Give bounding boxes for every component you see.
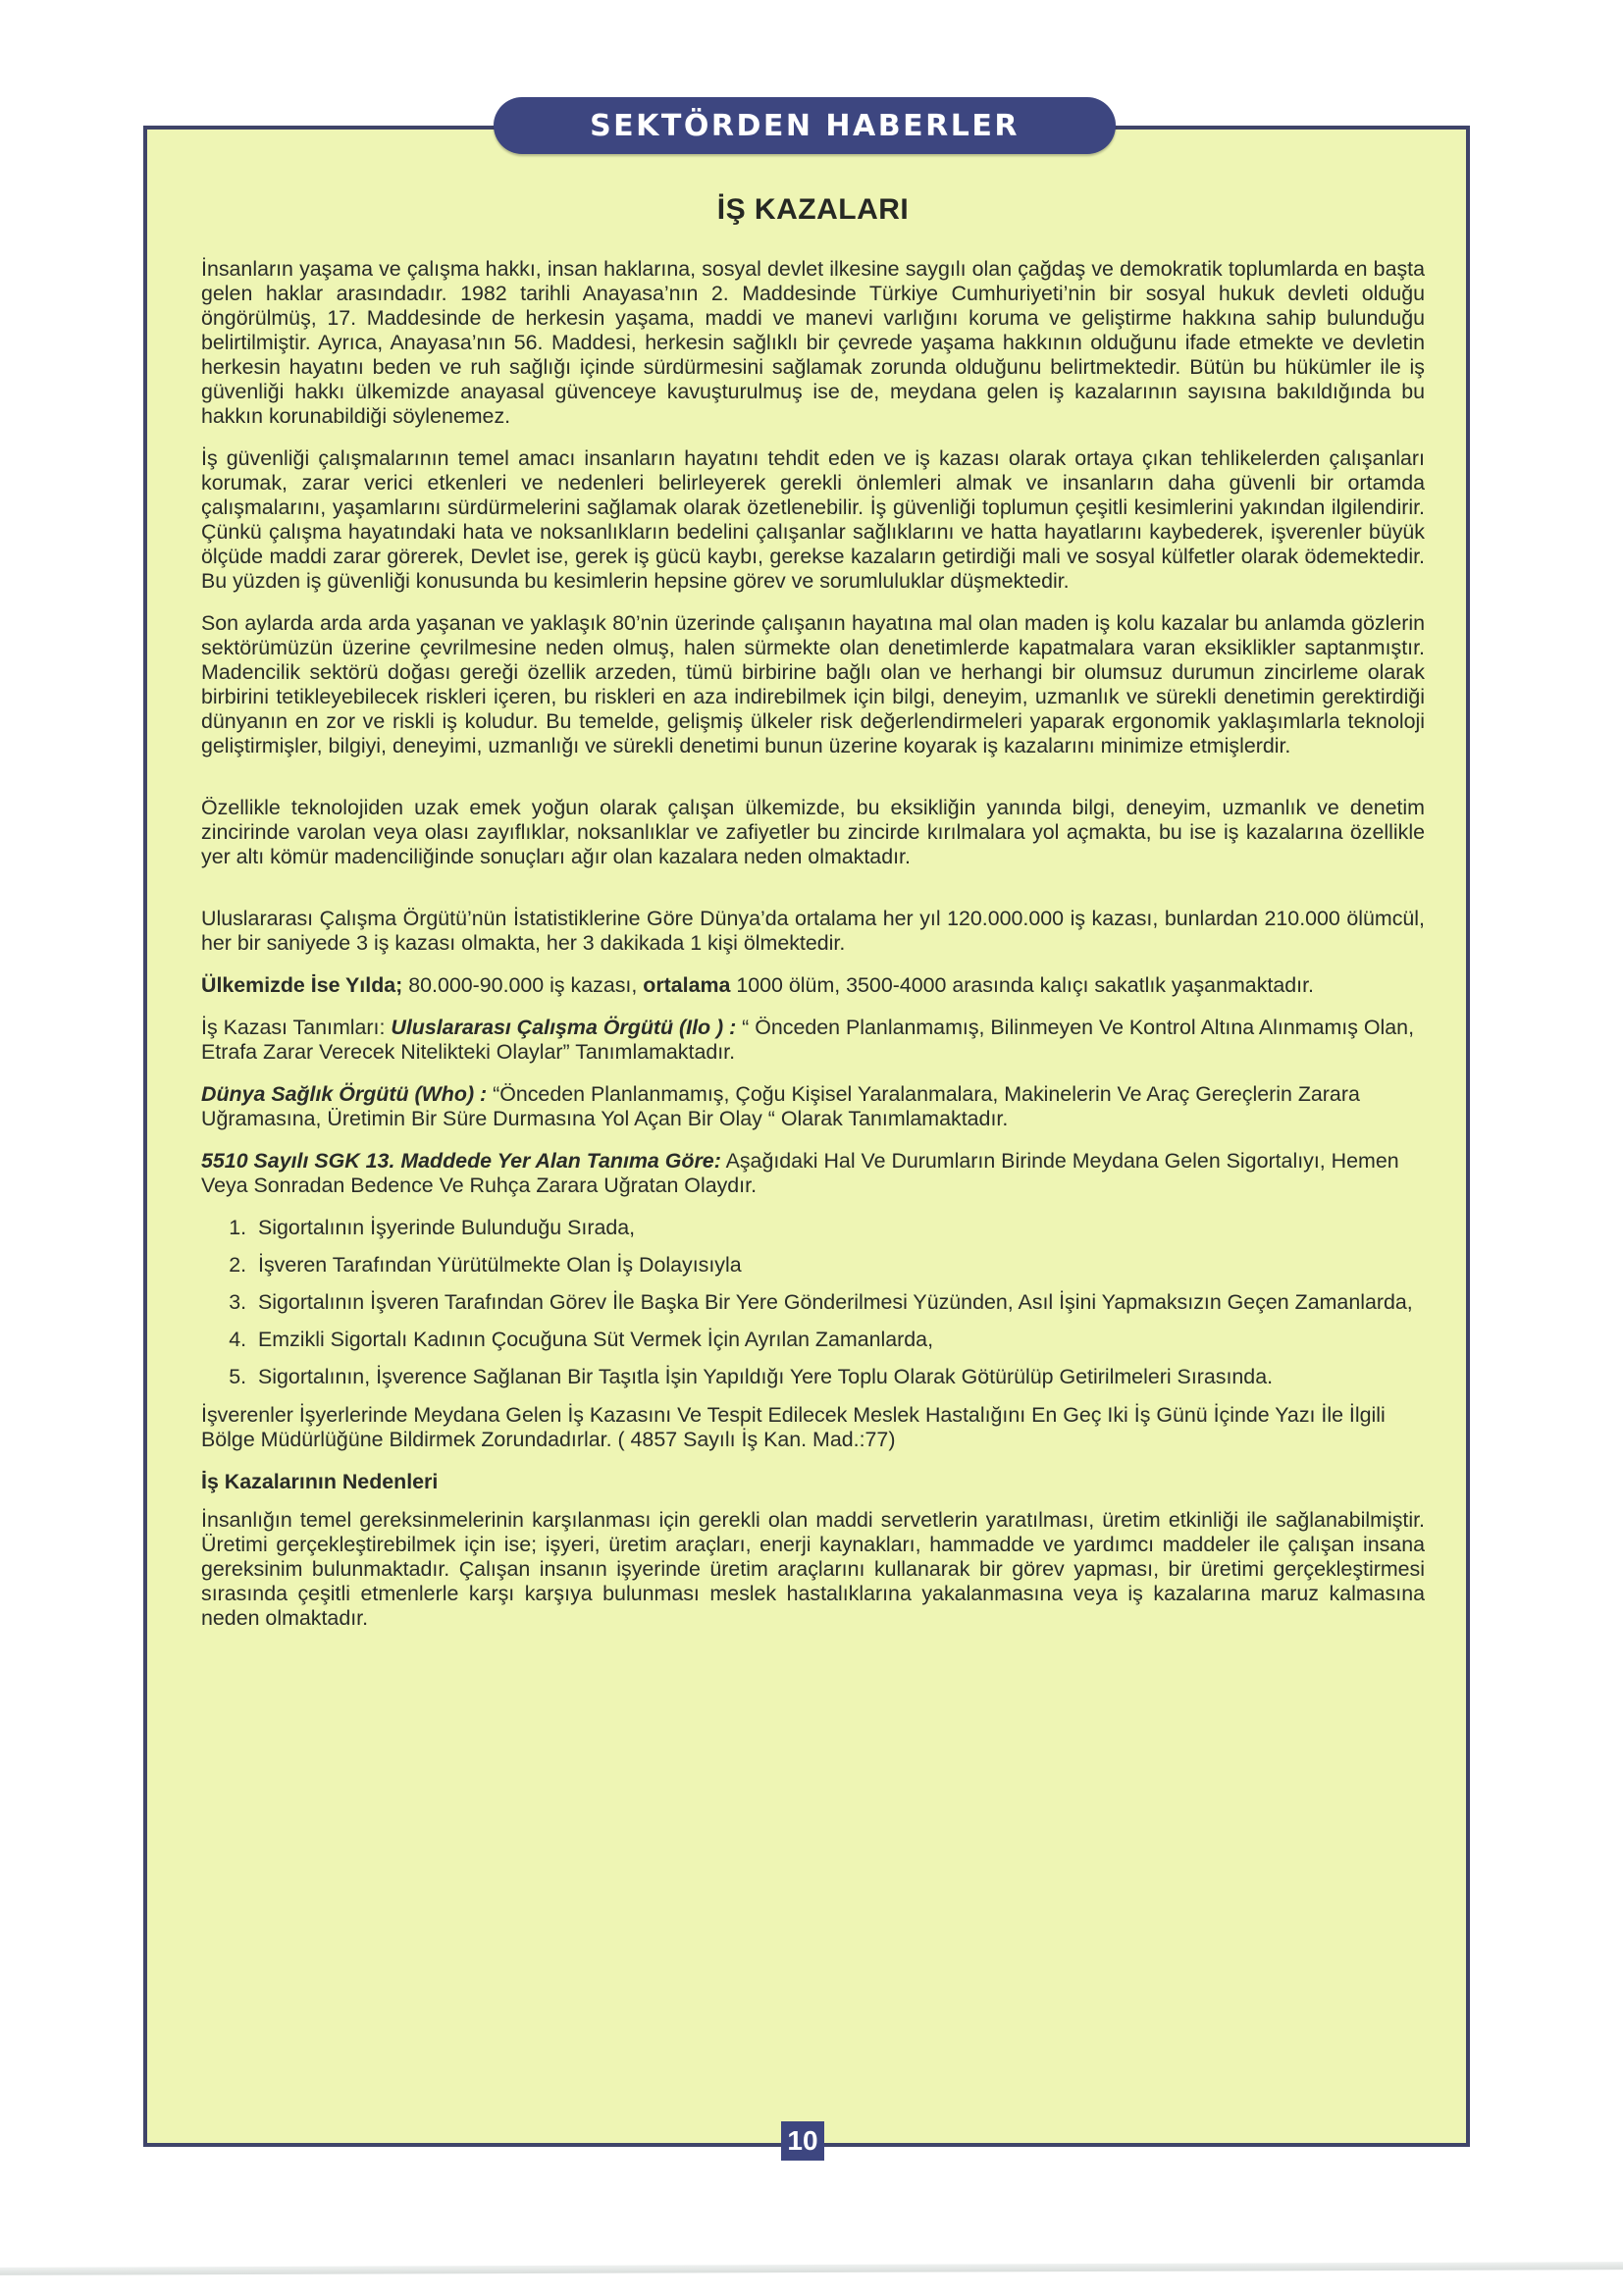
- paragraph-intro: İnsanların yaşama ve çalışma hakkı, insan haklarına, sosyal devlet ilkesine saygılı olan çağdaş ve demokratik toplumlarda en başta gelen haklar arasındadır. 1982 tarihli Anayasa’nın 2. Maddesinde Türkiye Cumhuriyeti’nin bir sosyal hukuk devleti olduğu öngörülmüş, 17. Maddesinde de herkesin yaşama, maddi ve manevi varlığını koruma ve geliştirme hakkına sahip bulunduğu belirtilmiştir. Ayrıca, Anayasa’nın 56. Maddesi, herkesin sağlıklı bir çevrede yaşama hakkının olduğunu ifade etmekte ve devletin herkesin hayatını beden ve ruh sağlığı içinde sürdürmesini sağlamak zorunda olduğunu belirtmektedir. Bütün bu hükümler ile iş güvenliği hakkı ülkemizde anayasal güvenceye kavuşturulmuş ise de, meydana gelen iş kazalarının sayısına bakıldığında bu hakkın korunabildiği söylenemez.: [201, 257, 1425, 428]
- list-item: 2. İşveren Tarafından Yürütülmekte Olan İş Dolayısıyla: [252, 1253, 1425, 1278]
- causes-paragraph: İnsanlığın temel gereksinmelerinin karşılanması için gerekli olan maddi servetlerin yaratılması, üretim etkinliği ile sağlanabilmiştir. Üretimi gerçekleştirebilmek için ise; işyeri, üretim araçları, enerji kaynakları, hammadde ve yardımcı maddeler ile çalışan insana gereksinim bulunmaktadır. Çalışan insanın işyerinde üretim araçlarını kullanarak bir görev yapması, bir üretimi gerçekleştirmesi sırasında çeşitli etmenlerle karşı karşıya bulunması meslek hastalıklarına yakalanmasına veya iş kazalarına maruz kalmasına neden olmaktadır.: [201, 1508, 1425, 1630]
- paragraph-turkey-statistics: [201, 973, 1425, 998]
- paragraph-safety-purpose: İş güvenliği çalışmalarının temel amacı insanların hayatını tehdit eden ve iş kazası olarak ortaya çıkan tehlikelerden çalışanları korumak, zarar verici etkenleri ve nedenleri belirleyerek gerekli önlemleri almak ve insanların daha güvenli bir ortamda çalışmalarını, yaşamlarını sürdürmelerini sağlamak olarak özetlenebilir. İş güvenliği toplumun çeşitli kesimlerini yakından ilgilendirir. Çünkü çalışma hayatındaki hata ve noksanlıkların bedelini çalışanlar sağlıklarını ve hatta hayatlarını kaybederek, işverenler büyük ölçüde maddi zarar görerek, Devlet ise, gerek iş gücü kaybı, gerekse kazaların getirdiği mali ve sosyal külfetler olarak ödemektedir. Bu yüzden iş güvenliği konusunda bu kesimlerin hepsine görev ve sorumluluklar düşmektedir.: [201, 446, 1425, 593]
- sgk-definition: Aşağıdaki Hal Ve Durumların Birinde Meydana Gelen Sigortalıyı, Hemen Veya Sonradan Bedence Ve Ruhça Zarara Uğratan Olaydır.: [201, 1149, 1399, 1197]
- article-title: İŞ KAZALARI: [716, 193, 910, 226]
- scan-edge-divider: [0, 2262, 1623, 2275]
- definitions-intro: İş Kazası Tanımları:: [201, 1016, 392, 1039]
- sgk-label: 5510 Sayılı SGK 13. Maddede Yer Alan Tanıma Göre:: [201, 1149, 721, 1173]
- definition-who: [201, 1082, 1425, 1131]
- list-item: 4. Emzikli Sigortalı Kadının Çocuğuna Süt Vermek İçin Ayrılan Zamanlarda,: [252, 1328, 1425, 1352]
- section-label: SEKTÖRDEN HABERLER: [590, 108, 1020, 143]
- causes-heading: İş Kazalarının Nedenleri: [201, 1470, 439, 1493]
- definition-sgk: [201, 1149, 1425, 1198]
- who-label: Dünya Sağlık Örgütü (Who) :: [201, 1082, 488, 1106]
- accident-conditions-list: [201, 1216, 1425, 1389]
- ilo-label: Uluslararası Çalışma Örgütü (Ilo ) :: [391, 1016, 737, 1039]
- turkey-stats-accidents: 80.000-90.000 iş kazası,: [402, 973, 644, 997]
- definition-ilo: [201, 1016, 1425, 1065]
- list-item: 1. Sigortalının İşyerinde Bulunduğu Sırada,: [252, 1216, 1425, 1240]
- page-number: 10: [781, 2121, 824, 2161]
- turkey-stats-rest: 1000 ölüm, 3500-4000 arasında kalıçı sakatlık yaşanmaktadır.: [730, 973, 1314, 997]
- section-header-badge: [494, 97, 1116, 154]
- paragraph-ilo-statistics: Uluslararası Çalışma Örgütü’nün İstatistiklerine Göre Dünya’da ortalama her yıl 120.000.000 iş kazası, bunlardan 210.000 ölümcül, her bir saniyede 3 iş kazası olmakta, her 3 dakikada 1 kişi ölmektedir.: [201, 907, 1425, 955]
- paragraph-mining-accidents: Son aylarda arda arda yaşanan ve yaklaşık 80’nin üzerinde çalışanın hayatına mal olan maden iş kolu kazalar bu anlamda gözlerin sektörümüzün üzerine çevrilmesine neden olmuş, halen sürmekte olan denetimlerde kapatmalara varan eksiklikler saptanmıştır. Madencilik sektörü doğası gereği özellik arzeden, tümü birbirine bağlı olan ve herhangi bir olumsuz durumun zincirleme olarak birbirini tetikleyebilecek riskleri içeren, bu riskleri en aza indirebilmek için bilgi, deneyim, uzmanlık ve sürekli denetimin gerektirdiği dünyanın en zor ve riskli iş koludur. Bu temelde, gelişmiş ülkeler risk değerlendirmeleri yaparak ergonomik yaklaşımlarla teknoloji geliştirmişler, bilgiyi, deneyimi, uzmanlığı ve sürekli denetimi bunun üzerine koyarak iş kazalarını minimize etmişlerdir.: [201, 611, 1425, 757]
- employer-notice: İşverenler İşyerlerinde Meydana Gelen İş Kazasını Ve Tespit Edilecek Meslek Hastalığını En Geç Iki İş Günü İçinde Yazı İle İlgili Bölge Müdürlüğüne Bildirmek Zorundadırlar. ( 4857 Sayılı İş Kan. Mad.:77): [201, 1403, 1386, 1451]
- ilo-definition: “ Önceden Planlanmamış, Bilinmeyen Ve Kontrol Altına Alınmamış Olan, Etrafa Zarar Verecek Nitelikteki Olaylar” Tanımlamaktadır.: [201, 1016, 1415, 1064]
- paragraph-country-weakness: Özellikle teknolojiden uzak emek yoğun olarak çalışan ülkemizde, bu eksikliğin yanında bilgi, deneyim, uzmanlık ve denetim zincirinde varolan veya olası zayıflıklar, noksanlıklar ve zafiyetler bu zincirde kırılmalara yol açmakta, bu ise iş kazalarına özellikle yer altı kömür madenciliğinde sonuçları ağır olan kazalara neden olmaktadır.: [201, 796, 1425, 868]
- turkey-stats-average-label: ortalama: [643, 973, 731, 997]
- list-item: 5. Sigortalının, İşverence Sağlanan Bir Taşıtla İşin Yapıldığı Yere Toplu Olarak Götürülüp Getirilmeleri Sırasında.: [252, 1365, 1425, 1389]
- who-definition: “Önceden Planlanmamış, Çoğu Kişisel Yaralanmalara, Makinelerin Ve Araç Gereçlerin Zarara Uğramasına, Üretimin Bir Süre Durmasına Yol Açan Bir Olay “ Olarak Tanımlamaktadır.: [201, 1082, 1360, 1130]
- article-body: [201, 186, 1425, 1648]
- turkey-stats-lead: Ülkemizde İse Yılda;: [201, 973, 403, 997]
- list-item: 3. Sigortalının İşveren Tarafından Görev İle Başka Bir Yere Gönderilmesi Yüzünden, Asıl İşini Yapmaksızın Geçen Zamanlarda,: [252, 1290, 1425, 1315]
